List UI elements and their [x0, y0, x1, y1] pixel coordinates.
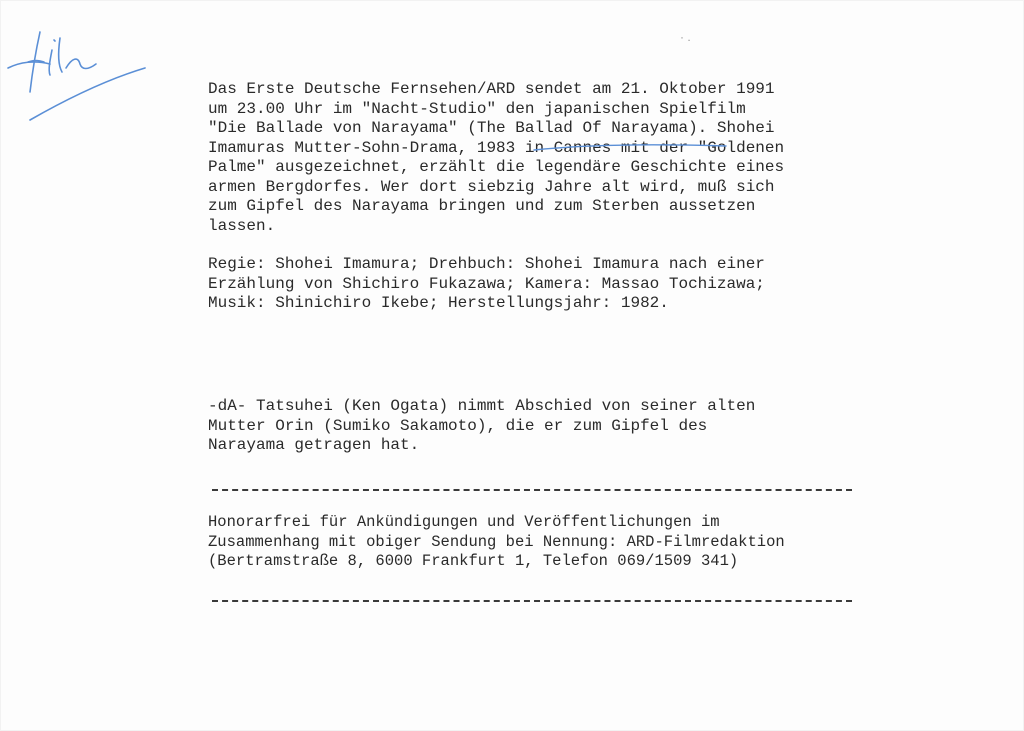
handwritten-film-note — [0, 20, 160, 130]
credit-notice — [208, 513, 848, 572]
text-line: um 23.00 Uhr im "Nacht-Studio" den japanischen Spielfilm — [208, 99, 746, 118]
text-line: Mutter Orin (Sumiko Sakamoto), die er zum Gipfel des — [208, 416, 708, 435]
text-line: Narayama getragen hat. — [208, 436, 420, 454]
text-line: "Die Ballade von Narayama" (The Ballad Of Narayama). Shohei — [208, 119, 775, 137]
text-line: Imamuras Mutter-Sohn-Drama, 1983 in Cannes mit der "Goldenen — [208, 138, 785, 157]
text-line: armen Bergdorfes. Wer dort siebzig Jahre alt wird, muß sich — [208, 177, 775, 196]
text-line: (Bertramstraße 8, 6000 Frankfurt 1, Telefon 069/1509 341) — [208, 552, 739, 570]
credits-paragraph — [208, 255, 848, 314]
dashed-divider-bottom — [212, 600, 852, 602]
text-line: Honorarfrei für Ankündigungen und Veröffentlichungen im — [208, 513, 720, 531]
announcement-paragraph — [208, 80, 848, 236]
text-line: Musik: Shinichiro Ikebe; Herstellungsjahr: 1982. — [208, 294, 669, 312]
pen-underline — [530, 140, 730, 158]
text-line: -dA- Tatsuhei (Ken Ogata) nimmt Abschied von seiner alten — [208, 397, 756, 415]
text-line: lassen. — [208, 216, 276, 235]
text-line: Regie: Shohei Imamura; Drehbuch: Shohei Imamura nach einer — [208, 255, 765, 273]
photo-caption — [208, 397, 848, 456]
text-line: Palme" ausgezeichnet, erzählt die legendäre Geschichte eines — [208, 158, 785, 176]
text-line: Zusammenhang mit obiger Sendung bei Nennung: ARD-Filmredaktion — [208, 532, 785, 551]
speck: · . — [680, 30, 691, 44]
text-line: zum Gipfel des Narayama bringen und zum Sterben aussetzen — [208, 197, 756, 215]
text-line: Das Erste Deutsche Fernsehen/ARD sendet am 21. Oktober 1991 — [208, 80, 775, 98]
text-line: Erzählung von Shichiro Fukazawa; Kamera: Massao Tochizawa; — [208, 274, 765, 293]
dashed-divider-top — [212, 489, 852, 491]
